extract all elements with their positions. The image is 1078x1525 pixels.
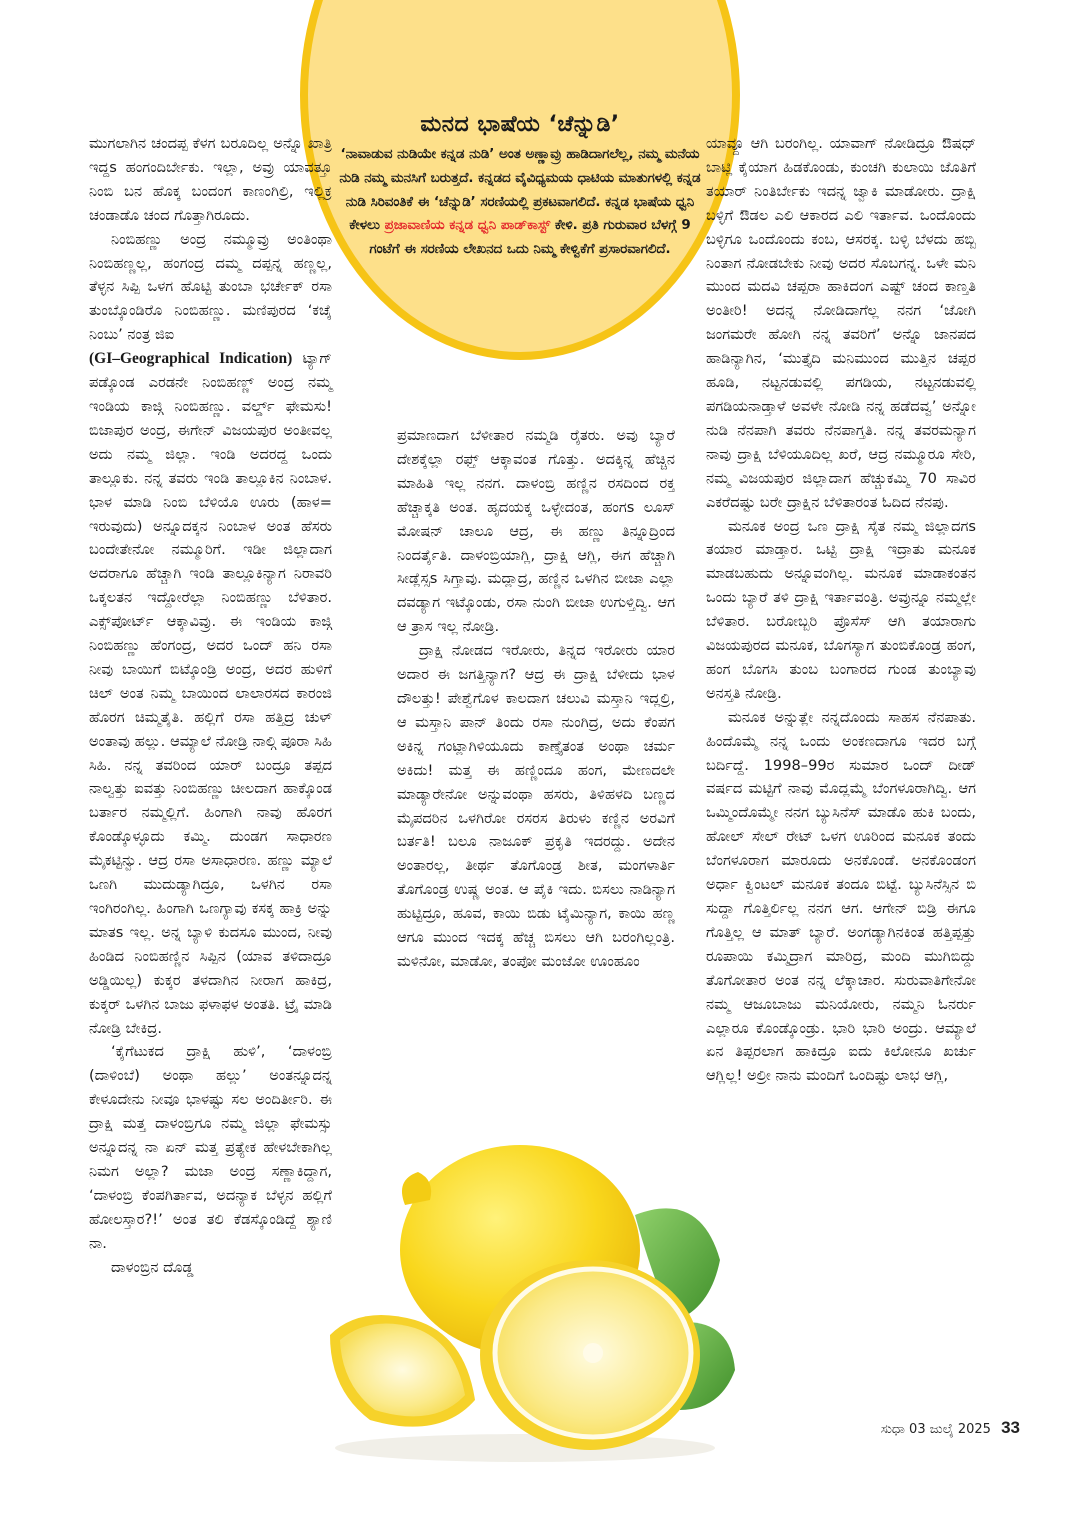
- callout-text-2: ಕೇಳಿ. ಪ್ರತಿ ಗುರುವಾರ ಬೆಳಗ್ಗೆ 9 ಗಂಟೆಗೆ ಈ ಸರಣಿಯ ಲೇಖನದ ಒದು ನಿಮ್ಮ ಕೇಳ್ವಿಕೆಗೆ ಪ್ರಸಾರವಾಗಲಿದೆ.: [369, 218, 691, 258]
- callout-title: ಮನದ ಭಾಷೆಯ ‘ಚೆನ್ನುಡಿ’: [420, 112, 620, 137]
- paragraph-tail: ಟ್ಯಾಗ್ ಪಡ್ಕೊಂಡ ಎರಡನೇ ನಿಂಬಿಹಣ್ಣ್ ಅಂದ್ರ ನಮ್ಮ ಇಂಡಿಯ ಕಾಜ್ಗಿ ನಿಂಬಿಹಣ್ಣು. ವರ್ಲ್ಡ್ ಫೇಮಸು! ಬಿಜಾಪುರ ಅಂದ್ರ, ಈಗೇನ್ ವಿಜಯಪುರ ಅಂತೀವಲ್ಲ ಅದು ನಮ್ಮ ಜಿಲ್ಲಾ. ಇಂಡಿ ಅದರದ್ದ ಒಂದು ತಾಲ್ಲೂಕು. ನನ್ನ ತವರು ಇಂಡಿ ತಾಲ್ಲೂಕಿನ ನಿಂಬಾಳ. ಭಾಳ ಮಾಡಿ ನಿಂಬಿ ಬೆಳಿಯೊ ಊರು (ಹಾಳ= ಇರುವುದು) ಅನ್ನೂದಕ್ಕನ ನಿಂಬಾಳ ಅಂತ ಹೆಸರು ಬಂದೇತೇನೋ ನಮ್ಮೂರಿಗೆ. ಇಡೀ ಜಿಲ್ಲಾದಾಗ ಅದರಾಗೂ ಹೆಚ್ಚಾಗಿ ಇಂಡಿ ತಾಲ್ಲೂಕಿನ್ಯಾಗ ನಿರಾವರಿ ಒಕ್ಕಲತನ ಇದ್ದೋರೆಲ್ಲಾ ನಿಂಬಿಹಣ್ಣು ಬೆಳಿತಾರ. ಎಕ್ಸ್‌ಪೋರ್ಟ್ ಆಕ್ಕಾವಿವ್ರು. ಈ ಇಂಡಿಯ ಕಾಜ್ಗಿ ನಿಂಬಿಹಣ್ಣು ಹೆಂಗಂದ್ರ, ಅದರ ಒಂದ್ ಹನಿ ರಸಾ ನೀವು ಬಾಯಿಗೆ ಬಿಟ್ಕೊಂಡ್ರಿ ಅಂದ್ರ, ಅದರ ಹುಳಿಗೆ ಚಿಲ್ ಅಂತ ನಿಮ್ಮ ಬಾಯಿಂದ ಲಾಲಾರಸದ ಕಾರಂಜಿ ಹೊರಗ ಚಿಮ್ಮತೈತಿ. ಹಲ್ಲಿಗೆ ರಸಾ ಹತ್ತಿದ್ರ ಚುಳ್ ಅಂತಾವು ಹಲ್ಲು. ಆಮ್ಯಾಲೆ ನೋಡ್ರಿ ನಾಲ್ಗಿ ಪೂರಾ ಸಿಹಿ ಸಿಹಿ. ನನ್ನ ತವರಿಂದ ಯಾರ್ ಬಂದ್ರೂ ತಪ್ಪದ ನಾಲ್ವತ್ತು ಐವತ್ತು ನಿಂಬಿಹಣ್ಣು ಚೀಲದಾಗ ಹಾಕ್ಕೊಂಡ ಬರ್ತಾರ ನಮ್ಮಲ್ಲಿಗೆ. ಹಿಂಗಾಗಿ ನಾವು ಹೊರಗ ಕೊಂಡ್ಕೊಳ್ಳೂದು ಕಮ್ಮಿ. ದುಂಡಗ ಸಾಧಾರಣ ಮೈಕಟ್ಟಿನ್ವು. ಆದ್ರ ರಸಾ ಅಸಾಧಾರಣ. ಹಣ್ಣು ಮ್ಯಾಲೆ ಒಣಗಿ ಮುದುಡ್ಯಾಗಿದ್ರೂ, ಒಳಗಿನ ರಸಾ ಇಂಗಿರಂಗಿಲ್ಲ. ಹಿಂಗಾಗಿ ಒಣಗ್ಯಾವು ಕಸಕ್ಕ ಹಾಕ್ರಿ ಅನ್ನು ಮಾತs ಇಲ್ಲ. ಅನ್ನ ಬ್ಯಾಳಿ ಕುದಸೂ ಮುಂದ, ನೀವು ಹಿಂಡಿದ ನಿಂಬಿಹಣ್ಣಿನ ಸಿಪ್ಪಿನ (ಯಾವ ತಳಿದಾದ್ರೂ ಅಡ್ಡಿಯಿಲ್ಲ) ಕುಕ್ಕರ ತಳದಾಗಿನ ನೀರಾಗ ಹಾಕಿದ್ರ, ಕುಕ್ಕರ್ ಒಳಗಿನ ಬಾಜು ಫಳಾಫಳ ಅಂತತಿ. ಟ್ರೈ ಮಾಡಿ ನೋಡ್ರಿ ಬೇಕಿದ್ರ.: [89, 350, 332, 1037]
- paragraph: ದ್ರಾಕ್ಷಿ ನೋಡದ ಇರೋರು, ತಿನ್ನದ ಇರೋರು ಯಾರ ಅದಾರ ಈ ಜಗತ್ತಿನ್ಯಾಗ? ಆದ್ರ ಈ ದ್ರಾಕ್ಷಿ ಬೆಳೀದು ಭಾಳ ದೌಲತ್ತು! ಪೇಶ್ವೆಗೊಳ ಕಾಲದಾಗ ಚಲುವಿ ಮಸ್ತಾನಿ ಇದ್ಲಲ್ರಿ, ಆ ಮಸ್ತಾನಿ ಪಾನ್ ತಿಂದು ರಸಾ ನುಂಗಿದ್ರ, ಅದು ಕೆಂಪಗ ಅಕಿನ್ನ ಗಂಟ್ಲಾಗಿಳಿಯೂದು ಕಾಣ್ತೈತಂತ ಅಂಥಾ ಚರ್ಮ ಅಕಿದು! ಮತ್ತ ಈ ಹಣ್ಣಿಂದೂ ಹಂಗ, ಮೇಣದಲೇ ಮಾಡ್ಯಾರೇನೋ ಅನ್ನುವಂಥಾ ಹಸರು, ತಿಳಿಹಳದಿ ಬಣ್ಣದ ಮೈಪದರಿನ ಒಳಗಿರೋ ರಸರಸ ತಿರುಳು ಕಣ್ಣಿನ ಅರವಿಗೆ ಬರ್ತತಿ! ಬಲೂ ನಾಜೂಕ್ ಪ್ರಕೃತಿ ಇದರದ್ದು. ಅದೇನ ಅಂತಾರಲ್ಲ, ತೀರ್ಥ ತೊಗೊಂಡ್ರ ಶೀತ, ಮಂಗಳಾರ್ತಿ ತೊಗೊಂಡ್ರ ಉಷ್ಣ ಅಂತ. ಆ ಪೈಕಿ ಇದು. ಬಿಸಲು ನಾಡಿನ್ಯಾಗ ಹುಟ್ಟಿದ್ರೂ, ಹೂವ, ಕಾಯಿ ಬಿಡು ಟೈಮಿನ್ಯಾಗ, ಕಾಯಿ ಹಣ್ಣ ಆಗೂ ಮುಂದ ಇದಕ್ಕ ಹೆಚ್ಚ ಬಿಸಲು ಆಗಿ ಬರಂಗಿಲ್ಲಂತ್ರಿ. ಮಳಿನೋ, ಮಾಡೋ, ತಂಪೋ ಮಂಜೋ ಊಂಹೂಂ: [397, 642, 675, 970]
- paragraph: ನಿಂಬಿಹಣ್ಣು ಅಂದ್ರ ನಮ್ಮೂವ್ರು ಅಂತಿಂಥಾ ನಿಂಬಿಹಣ್ಣಲ್ಲ, ಹಂಗಂದ್ರ ದಮ್ಮ ದಪ್ಪನ್ನ ಹಣ್ಣಲ್ಲ, ತೆಳ್ಳನ ಸಿಪ್ಪಿ ಒಳಗ ಹೊಟ್ಟಿ ತುಂಬಾ ಭರ್ಚೇಕ್ ರಸಾ ತುಂಬ್ಕೊಂಡಿರೊ ನಿಂಬಿಹಣ್ಣು. ಮಣಿಪುರದ ‘ಕಚೈ ನಿಂಬು’ ನಂತ್ರ ಜಿಐ: [89, 230, 332, 344]
- paragraph: ‘ಕೈಗೆಟುಕದ ದ್ರಾಕ್ಷಿ ಹುಳಿ’, ‘ದಾಳಂಬ್ರಿ (ದಾಳಿಂಬೆ) ಅಂಥಾ ಹಲ್ಲು’ ಅಂತನ್ನೂದನ್ನ ಕೇಳೂದೇನು ನೀವೂ ಭಾಳಷ್ಟು ಸಲ ಅಂದಿರ್ತೀರಿ. ಈ ದ್ರಾಕ್ಷಿ ಮತ್ತ ದಾಳಂಬ್ರಿಗೂ ನಮ್ಮ ಜಿಲ್ಲಾ ಫೇಮಸ್ಸು ಅನ್ನೂದನ್ನ ನಾ ಏನ್ ಮತ್ತ ಪ್ರತ್ಯೇಕ ಹೇಳಬೇಕಾಗಿಲ್ಲ ನಿಮಗ ಅಲ್ಲಾ? ಮಜಾ ಅಂದ್ರ ಸಣ್ಣಾಕಿದ್ದಾಗ, ‘ದಾಳಂಬ್ರಿ ಕೆಂಪಗಿರ್ತಾವ, ಅದನ್ಯಾಕ ಬೆಳ್ಳನ ಹಲ್ಲಿಗೆ ಹೋಲಸ್ತಾರ?!’ ಅಂತ ತಲಿ ಕೆಡಸ್ಕೊಂಡಿದ್ದೆ ಶ್ಯಾಣಿ ನಾ.: [89, 1043, 332, 1252]
- article-column-left: [89, 132, 332, 1280]
- podcast-link[interactable]: ಪ್ರಜಾವಾಣಿಯ ಕನ್ನಡ ಧ್ವನಿ ಪಾಡ್‌ಕಾಸ್ಟ್: [384, 218, 551, 234]
- lemon-tip: [402, 1172, 431, 1205]
- paragraph: ಮನೂಕ ಅನ್ನುತ್ಲೇ ನನ್ನದೊಂದು ಸಾಹಸ ನೆನಪಾತು. ಹಿಂದೊಮ್ಮೆ ನನ್ನ ಒಂದು ಅಂಕಣದಾಗೂ ಇದರ ಬಗ್ಗೆ ಬರ್ದಿದ್ದೆ. 1998–99ರ ಸುಮಾರ ಒಂದ್ ದೀಡ್ ವರ್ಷದ ಮಟ್ಟಿಗೆ ನಾವು ಮೊದ್ಲಮ್ಮೆ ಬೆಂಗಳೂರಾಗಿದ್ವಿ. ಆಗ ಒಮ್ಮಿಂದೊಮ್ಮೇ ನನಗ ಬ್ಯುಸಿನೆಸ್ ಮಾಡೊ ಹುಕಿ ಬಂದು, ಹೋಲ್ ಸೇಲ್ ರೇಟ್ ಒಳಗ ಊರಿಂದ ಮನೂಕ ತಂದು ಬೆಂಗಳೂರಾಗ ಮಾರೂದು ಅನಕೊಂಡೆ. ಅನಕೊಂಡಂಗ ಅರ್ಧಾ ಕ್ವಿಂಟಲ್ ಮನೂಕ ತಂದೂ ಬಿಟ್ಟೆ. ಬ್ಯುಸಿನೆಸ್ಸಿನ ಬಿ ಸುದ್ದಾ ಗೊತ್ತಿರ್ಲಿಲ್ಲ ನನಗ ಆಗ. ಆಗೇನ್ ಬಿಡ್ರಿ ಈಗೂ ಗೊತ್ತಿಲ್ಲ ಆ ಮಾತ್ ಬ್ಯಾರೆ. ಅಂಗಡ್ಯಾಗಿನಕಿಂತ ಹತ್ತಿಪ್ಪತ್ತು ರೂಪಾಯಿ ಕಮ್ಮಿದ್ರಾಗ ಮಾರಿದ್ರ, ಮಂದಿ ಮುಗಿಬಿದ್ದು ತೊಗೋತಾರ ಅಂತ ನನ್ನ ಲೆಕ್ಕಾಚಾರ. ಸುರುವಾತಿಗೇನೋ ನಮ್ಮ ಆಜೂಬಾಜು ಮನಿಯೋರು, ನಮ್ಮನಿ ಓನರ್ರು ಎಲ್ಲಾರೂ ಕೊಂಡ್ಕೊಂಡ್ರು. ಭಾರಿ ಭಾರಿ ಅಂದ್ರು. ಆಮ್ಯಾಲೆ ಏನ ತಿಪ್ಪರಲಾಗ ಹಾಕಿದ್ರೂ ಐದು ಕಿಲೋನೂ ಖರ್ಚು ಆಗ್ಲಿಲ್ಲ! ಅಲ್ರೀ ನಾನು ಮಂದಿಗೆ ಒಂದಿಷ್ಟು ಲಾಭ ಆಗ್ಲಿ,: [706, 708, 976, 1085]
- shadow: [335, 1434, 715, 1462]
- callout-box: [335, 112, 705, 262]
- callout-body: [335, 143, 705, 262]
- page-number: 33: [1001, 1418, 1020, 1437]
- paragraph: [89, 347, 332, 1040]
- paragraph: ಪ್ರಮಾಣದಾಗ ಬೆಳೀತಾರ ನಮ್ಮಡಿ ರೈತರು. ಅವು ಬ್ಯಾರೆ ದೇಶಕ್ಕೆಲ್ಲಾ ರಫ್ತ್ ಆಕ್ಕಾವಂತ ಗೊತ್ತು. ಅದಕ್ಕಿನ್ನ ಹೆಚ್ಚಿನ ಮಾಹಿತಿ ಇಲ್ಲ ನನಗ. ದಾಳಂಬ್ರಿ ಹಣ್ಣಿನ ರಸದಿಂದ ರಕ್ತ ಹೆಚ್ಚಾಕ್ಕತಿ ಅಂತ. ಹೃದಯಕ್ಕ ಒಳ್ಳೇದಂತ, ಹಂಗs ಲೂಸ್ ಮೋಷನ್ ಚಾಲೂ ಆದ್ರ, ಈ ಹಣ್ಣು ತಿನ್ನೂದ್ರಿಂದ ನಿಂದರ್ತೈತಿ. ದಾಳಂಬ್ರಿಯಾಗ್ಲಿ, ದ್ರಾಕ್ಷಿ ಆಗ್ಲಿ, ಈಗ ಹೆಚ್ಚಾಗಿ ಸೀಡ್ಲೆಸ್ಸs ಸಿಗ್ತಾವು. ಮದ್ಲಾದ್ರ, ಹಣ್ಣಿನ ಒಳಗಿನ ಬೀಜಾ ಎಲ್ಲಾ ದವಡ್ಯಾಗ ಇಟ್ಕೊಂಡು, ರಸಾ ನುಂಗಿ ಬೀಜಾ ಉಗುಳ್ತಿದ್ವಿ. ಆಗ ಆ ತ್ರಾಸ ಇಲ್ಲ ನೋಡ್ರಿ.: [397, 427, 675, 636]
- issue-date: 03 ಜುಲೈ 2025: [909, 1422, 991, 1437]
- gi-term: (GI–Geographical Indication): [89, 350, 293, 368]
- article-column-right: [706, 132, 976, 1088]
- article-column-middle: [397, 424, 675, 974]
- magazine-name: ಸುಧಾ: [880, 1422, 905, 1437]
- page-footer: [881, 1418, 1020, 1438]
- paragraph: ಮನೂಕ ಅಂದ್ರ ಒಣ ದ್ರಾಕ್ಷಿ ಸೈತ ನಮ್ಮ ಜಿಲ್ಲಾದಗs ತಯಾರ ಮಾಡ್ತಾರ. ಒಟ್ಟಿ ದ್ರಾಕ್ಷಿ ಇದ್ರಾತು ಮನೂಕ ಮಾಡಬಹುದು ಅನ್ನೂವಂಗಿಲ್ಲ. ಮನೂಕ ಮಾಡಾಕಂತನ ಒಂದು ಬ್ಯಾರೆ ತಳಿ ದ್ರಾಕ್ಷಿ ಇರ್ತಾವಂತ್ರಿ. ಅವ್ರುನ್ನೂ ನಮ್ಮಲ್ಲೇ ಬೆಳಿತಾರ. ಬರೋಬ್ಬರಿ ಪ್ರೊಸೆಸ್ ಆಗಿ ತಯಾರಾಗು ವಿಜಯಪುರದ ಮನೂಕ, ಬೊಗಸ್ಯಾಗ ತುಂಬಿಕೊಂಡ್ರ ಹಂಗ, ಹಂಗ ಬೊಗಸಿ ತುಂಬ ಬಂಗಾರದ ಗುಂಡ ತುಂಬ್ಯಾವು ಅನಸ್ತತಿ ನೋಡ್ರಿ.: [706, 517, 976, 702]
- paragraph: ಮುಗಲಾಗಿನ ಚಂದಪ್ಪ ಕೆಳಗ ಬರೂದಿಲ್ಲ ಅನ್ನೊ ಖಾತ್ರಿ ಇದ್ದs ಹಂಗಂದಿರ್ಬೇಕು. ಇಲ್ಲಾ, ಅವ್ರು ಯಾವತ್ತೂ ನಿಂಬಿ ಬನ ಹೊಕ್ಕ ಬಂದಂಗ ಕಾಣಂಗಿಲ್ರಿ, ಇಲ್ಲಿಕ್ರ ಚಂಡಾಡೊ ಚಂದ ಗೊತ್ತಾಗಿರೂದು.: [89, 135, 332, 224]
- lemon-image: [300, 1110, 740, 1470]
- paragraph: ಯಾವ್ದೂ ಆಗಿ ಬರಂಗಿಲ್ಲ. ಯಾವಾಗ್ ನೋಡಿದ್ರೂ ಔಷಧ್ ಬಾಟ್ಲಿ ಕೈಯಾಗ ಹಿಡಕೊಂಡು, ಕುಂಚಗಿ ಕುಲಾಯಿ ಜೊತಿಗೆ ತಯಾರ್ ನಿಂತಿರ್ಬೇಕು ಇದನ್ನ ಜ್ವಾಕಿ ಮಾಡೋರು. ದ್ರಾಕ್ಷಿ ಬಳ್ಳಿಗೆ ಔಡಲ ಎಲಿ ಆಕಾರದ ಎಲಿ ಇರ್ತಾವ. ಒಂದೊಂದು ಬಳ್ಳಿಗೂ ಒಂದೊಂದು ಕಂಬ, ಆಸರಕ್ಕ. ಬಳ್ಳಿ ಬೆಳದು ಹಬ್ಬಿ ನಿಂತಾಗ ನೋಡಬೇಕು ನೀವು ಅದರ ಸೊಬಗನ್ನ. ಒಳೇ ಮನಿ ಮುಂದ ಮದವಿ ಚಪ್ಪರಾ ಹಾಕಿದಂಗ ಎಷ್ಟ್ ಚಂದ ಕಾಣ್ತತಿ ಅಂತೀರಿ! ಅದನ್ನ ನೋಡಿದಾಗೆಲ್ಲ ನನಗ ‘ಜೋಗಿ ಜಂಗಮರೇ ಹೋಗಿ ನನ್ನ ತವರಿಗೆ’ ಅನ್ನೊ ಜಾನಪದ ಹಾಡಿನ್ಯಾಗಿನ, ‘ಮುತ್ತೈದಿ ಮನಿಮುಂದ ಮುತ್ತಿನ ಚಪ್ಪರ ಹೂಡಿ, ನಟ್ಟನಡುವಲ್ಲಿ ಪಗಡಿಯ, ನಟ್ಟನಡುವಲ್ಲಿ ಪಗಡಿಯನಾಡ್ತಾಳೆ ಅವಳೇ ನೋಡಿ ನನ್ನ ಹಡೆದವ್ವ’ ಅನ್ನೋ ನುಡಿ ನೆನಪಾಗಿ ತವರು ನೆನಪಾಗ್ತತಿ. ನನ್ನ ತವರಮನ್ಯಾಗ ನಾವು ದ್ರಾಕ್ಷಿ ಬೆಳಿಯೂದಿಲ್ಲ ಖರೆ, ಆದ್ರ ನಮ್ಮೂರೂ ಸೇರಿ, ನಮ್ಮ ವಿಜಯಪುರ ಜಿಲ್ಲಾದಾಗ ಹೆಚ್ಚುಕಮ್ಮಿ 70 ಸಾವಿರ ಎಕರೆದಷ್ಟು ಬರೇ ದ್ರಾಕ್ಷಿನ ಬೆಳಿತಾರಂತ ಓದಿದ ನೆನಪು.: [706, 135, 976, 511]
- callout-text-1: ‘ನಾವಾಡುವ ನುಡಿಯೇ ಕನ್ನಡ ನುಡಿ’ ಅಂತ ಅಣ್ಣಾವ್ರು ಹಾಡಿದಾಗಲೆಲ್ಲ, ನಮ್ಮ ಮನೆಯ ನುಡಿ ನಮ್ಮ ಮನಸಿಗೆ ಬರುತ್ತದೆ. ಕನ್ನಡದ ವೈವಿಧ್ಯಮಯ ಧಾಟಿಯ ಮಾತುಗಳಲ್ಲಿ ಕನ್ನಡ ನುಡಿ ಸಿರಿವಂತಿಕೆ ಈ ‘ಚೆನ್ನುಡಿ’ ಸರಣಿಯಲ್ಲಿ ಪ್ರಕಟವಾಗಲಿದೆ. ಕನ್ನಡ ಭಾಷೆಯ ಧ್ವನಿ ಕೇಳಲು: [339, 147, 701, 234]
- paragraph: ದಾಳಂಬ್ರಿನ ದೊಡ್ಡ: [111, 1258, 194, 1276]
